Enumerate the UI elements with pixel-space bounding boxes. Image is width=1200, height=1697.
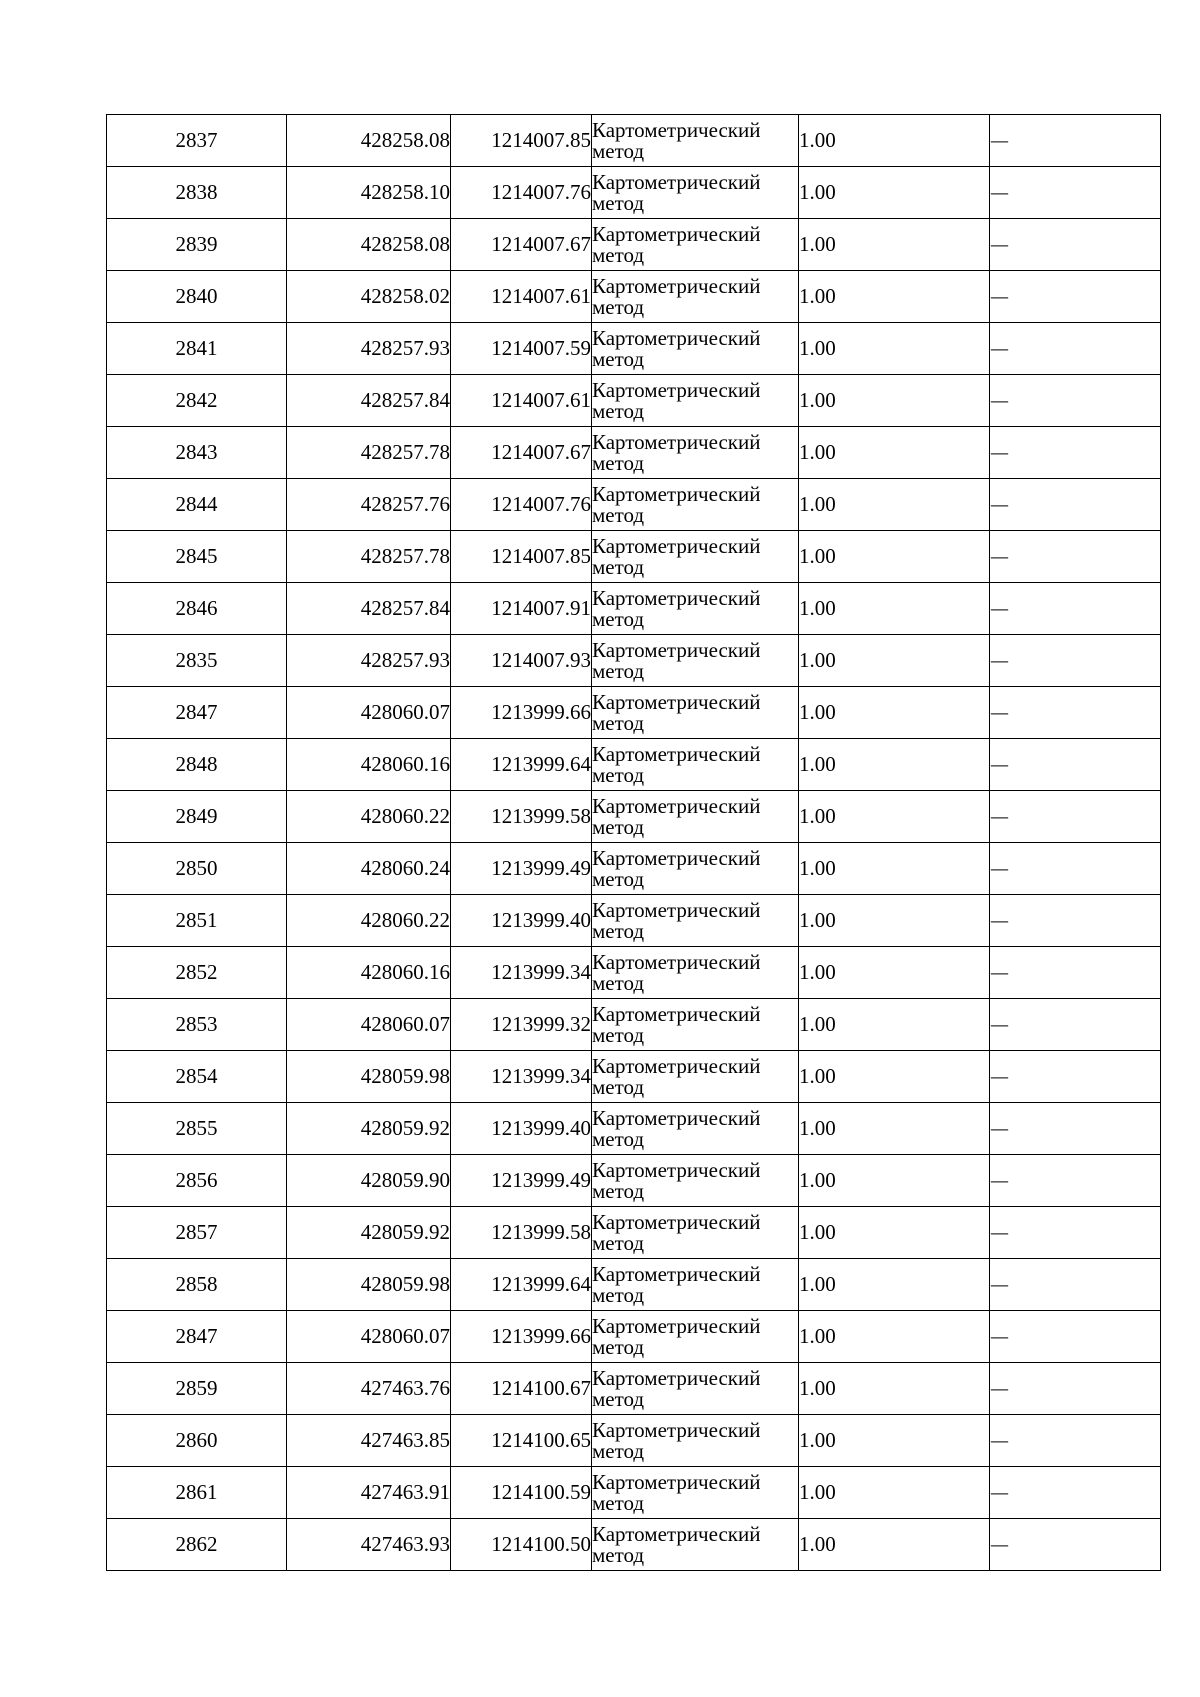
- accuracy-cell: 1.00: [799, 947, 990, 999]
- accuracy-cell: 1.00: [799, 1259, 990, 1311]
- accuracy-cell: 1.00: [799, 323, 990, 375]
- description-cell: [990, 219, 1161, 271]
- y-coordinate-cell: 1214007.61: [451, 271, 592, 323]
- dash-mark: —: [990, 234, 1009, 256]
- description-cell: [990, 271, 1161, 323]
- method-cell: Картометрический метод: [592, 1155, 799, 1207]
- dash-mark: —: [990, 1378, 1009, 1400]
- point-number-cell: 2847: [107, 1311, 287, 1363]
- method-cell: Картометрический метод: [592, 1519, 799, 1571]
- table-row: [107, 1415, 1161, 1467]
- method-cell: Картометрический метод: [592, 739, 799, 791]
- y-coordinate-cell: 1214007.59: [451, 323, 592, 375]
- x-coordinate-cell: 428257.78: [287, 427, 451, 479]
- y-coordinate-cell: 1213999.49: [451, 843, 592, 895]
- point-number-cell: 2853: [107, 999, 287, 1051]
- point-number-cell: 2856: [107, 1155, 287, 1207]
- description-cell: [990, 167, 1161, 219]
- x-coordinate-cell: 428257.78: [287, 531, 451, 583]
- accuracy-cell: 1.00: [799, 1363, 990, 1415]
- dash-mark: —: [990, 598, 1009, 620]
- dash-mark: —: [990, 286, 1009, 308]
- point-number-cell: 2861: [107, 1467, 287, 1519]
- y-coordinate-cell: 1214007.76: [451, 479, 592, 531]
- point-number-cell: 2858: [107, 1259, 287, 1311]
- y-coordinate-cell: 1213999.32: [451, 999, 592, 1051]
- accuracy-cell: 1.00: [799, 791, 990, 843]
- coordinates-table: [106, 114, 1161, 1571]
- dash-mark: —: [990, 806, 1009, 828]
- accuracy-cell: 1.00: [799, 583, 990, 635]
- point-number-cell: 2841: [107, 323, 287, 375]
- point-number-cell: 2857: [107, 1207, 287, 1259]
- table-row: [107, 1519, 1161, 1571]
- accuracy-cell: 1.00: [799, 1155, 990, 1207]
- table-row: [107, 115, 1161, 167]
- accuracy-cell: 1.00: [799, 739, 990, 791]
- y-coordinate-cell: 1213999.49: [451, 1155, 592, 1207]
- accuracy-cell: 1.00: [799, 1103, 990, 1155]
- x-coordinate-cell: 428059.98: [287, 1051, 451, 1103]
- x-coordinate-cell: 428060.07: [287, 687, 451, 739]
- table-row: [107, 479, 1161, 531]
- description-cell: [990, 843, 1161, 895]
- x-coordinate-cell: 428060.22: [287, 895, 451, 947]
- dash-mark: —: [990, 1014, 1009, 1036]
- description-cell: [990, 1155, 1161, 1207]
- y-coordinate-cell: 1214007.85: [451, 531, 592, 583]
- point-number-cell: 2844: [107, 479, 287, 531]
- x-coordinate-cell: 427463.93: [287, 1519, 451, 1571]
- description-cell: [990, 895, 1161, 947]
- dash-mark: —: [990, 910, 1009, 932]
- table-row: [107, 323, 1161, 375]
- dash-mark: —: [990, 130, 1009, 152]
- dash-mark: —: [990, 754, 1009, 776]
- table-row: [107, 739, 1161, 791]
- accuracy-cell: 1.00: [799, 895, 990, 947]
- table-row: [107, 1467, 1161, 1519]
- x-coordinate-cell: 427463.91: [287, 1467, 451, 1519]
- description-cell: [990, 479, 1161, 531]
- table-row: [107, 1051, 1161, 1103]
- table-row: [107, 687, 1161, 739]
- table-row: [107, 999, 1161, 1051]
- method-cell: Картометрический метод: [592, 1415, 799, 1467]
- description-cell: [990, 1051, 1161, 1103]
- x-coordinate-cell: 428060.07: [287, 999, 451, 1051]
- accuracy-cell: 1.00: [799, 1519, 990, 1571]
- x-coordinate-cell: 427463.85: [287, 1415, 451, 1467]
- method-cell: Картометрический метод: [592, 167, 799, 219]
- y-coordinate-cell: 1213999.58: [451, 791, 592, 843]
- y-coordinate-cell: 1213999.40: [451, 895, 592, 947]
- point-number-cell: 2862: [107, 1519, 287, 1571]
- dash-mark: —: [990, 1326, 1009, 1348]
- dash-mark: —: [990, 546, 1009, 568]
- x-coordinate-cell: 428060.22: [287, 791, 451, 843]
- table-row: [107, 531, 1161, 583]
- y-coordinate-cell: 1214007.91: [451, 583, 592, 635]
- description-cell: [990, 115, 1161, 167]
- accuracy-cell: 1.00: [799, 1415, 990, 1467]
- dash-mark: —: [990, 494, 1009, 516]
- point-number-cell: 2854: [107, 1051, 287, 1103]
- point-number-cell: 2842: [107, 375, 287, 427]
- point-number-cell: 2837: [107, 115, 287, 167]
- dash-mark: —: [990, 338, 1009, 360]
- y-coordinate-cell: 1213999.64: [451, 739, 592, 791]
- description-cell: [990, 739, 1161, 791]
- description-cell: [990, 375, 1161, 427]
- point-number-cell: 2840: [107, 271, 287, 323]
- point-number-cell: 2859: [107, 1363, 287, 1415]
- point-number-cell: 2850: [107, 843, 287, 895]
- x-coordinate-cell: 428257.93: [287, 323, 451, 375]
- accuracy-cell: 1.00: [799, 1467, 990, 1519]
- method-cell: Картометрический метод: [592, 1363, 799, 1415]
- y-coordinate-cell: 1213999.66: [451, 687, 592, 739]
- method-cell: Картометрический метод: [592, 115, 799, 167]
- table-row: [107, 427, 1161, 479]
- point-number-cell: 2839: [107, 219, 287, 271]
- y-coordinate-cell: 1214007.67: [451, 427, 592, 479]
- dash-mark: —: [990, 962, 1009, 984]
- y-coordinate-cell: 1213999.40: [451, 1103, 592, 1155]
- accuracy-cell: 1.00: [799, 427, 990, 479]
- method-cell: Картометрический метод: [592, 1207, 799, 1259]
- x-coordinate-cell: 428059.92: [287, 1207, 451, 1259]
- table-row: [107, 791, 1161, 843]
- y-coordinate-cell: 1214100.67: [451, 1363, 592, 1415]
- point-number-cell: 2851: [107, 895, 287, 947]
- point-number-cell: 2838: [107, 167, 287, 219]
- description-cell: [990, 427, 1161, 479]
- table-row: [107, 1103, 1161, 1155]
- dash-mark: —: [990, 1482, 1009, 1504]
- point-number-cell: 2855: [107, 1103, 287, 1155]
- x-coordinate-cell: 428059.90: [287, 1155, 451, 1207]
- table-row: [107, 635, 1161, 687]
- dash-mark: —: [990, 1118, 1009, 1140]
- x-coordinate-cell: 428060.16: [287, 947, 451, 999]
- method-cell: Картометрический метод: [592, 323, 799, 375]
- accuracy-cell: 1.00: [799, 531, 990, 583]
- x-coordinate-cell: 428257.84: [287, 375, 451, 427]
- method-cell: Картометрический метод: [592, 687, 799, 739]
- description-cell: [990, 583, 1161, 635]
- method-cell: Картометрический метод: [592, 583, 799, 635]
- method-cell: Картометрический метод: [592, 1259, 799, 1311]
- dash-mark: —: [990, 1170, 1009, 1192]
- method-cell: Картометрический метод: [592, 635, 799, 687]
- description-cell: [990, 947, 1161, 999]
- y-coordinate-cell: 1214007.76: [451, 167, 592, 219]
- dash-mark: —: [990, 1430, 1009, 1452]
- description-cell: [990, 1363, 1161, 1415]
- point-number-cell: 2843: [107, 427, 287, 479]
- point-number-cell: 2845: [107, 531, 287, 583]
- y-coordinate-cell: 1214007.93: [451, 635, 592, 687]
- x-coordinate-cell: 428258.08: [287, 115, 451, 167]
- method-cell: Картометрический метод: [592, 1467, 799, 1519]
- dash-mark: —: [990, 858, 1009, 880]
- table-row: [107, 1311, 1161, 1363]
- x-coordinate-cell: 428258.02: [287, 271, 451, 323]
- description-cell: [990, 1207, 1161, 1259]
- method-cell: Картометрический метод: [592, 843, 799, 895]
- y-coordinate-cell: 1214007.67: [451, 219, 592, 271]
- y-coordinate-cell: 1213999.34: [451, 1051, 592, 1103]
- dash-mark: —: [990, 1222, 1009, 1244]
- point-number-cell: 2848: [107, 739, 287, 791]
- x-coordinate-cell: 428060.07: [287, 1311, 451, 1363]
- description-cell: [990, 1259, 1161, 1311]
- method-cell: Картометрический метод: [592, 895, 799, 947]
- accuracy-cell: 1.00: [799, 1207, 990, 1259]
- y-coordinate-cell: 1214007.61: [451, 375, 592, 427]
- description-cell: [990, 531, 1161, 583]
- x-coordinate-cell: 428258.10: [287, 167, 451, 219]
- description-cell: [990, 635, 1161, 687]
- method-cell: Картометрический метод: [592, 999, 799, 1051]
- table-row: [107, 1363, 1161, 1415]
- x-coordinate-cell: 428059.92: [287, 1103, 451, 1155]
- accuracy-cell: 1.00: [799, 479, 990, 531]
- table-row: [107, 947, 1161, 999]
- dash-mark: —: [990, 1534, 1009, 1556]
- description-cell: [990, 1519, 1161, 1571]
- accuracy-cell: 1.00: [799, 1051, 990, 1103]
- x-coordinate-cell: 428258.08: [287, 219, 451, 271]
- method-cell: Картометрический метод: [592, 791, 799, 843]
- y-coordinate-cell: 1213999.64: [451, 1259, 592, 1311]
- description-cell: [990, 791, 1161, 843]
- table-row: [107, 1259, 1161, 1311]
- description-cell: [990, 1103, 1161, 1155]
- description-cell: [990, 999, 1161, 1051]
- dash-mark: —: [990, 442, 1009, 464]
- point-number-cell: 2852: [107, 947, 287, 999]
- method-cell: Картометрический метод: [592, 271, 799, 323]
- dash-mark: —: [990, 390, 1009, 412]
- accuracy-cell: 1.00: [799, 167, 990, 219]
- table-body: [107, 115, 1161, 1571]
- accuracy-cell: 1.00: [799, 1311, 990, 1363]
- method-cell: Картометрический метод: [592, 375, 799, 427]
- accuracy-cell: 1.00: [799, 687, 990, 739]
- table-row: [107, 895, 1161, 947]
- table-row: [107, 583, 1161, 635]
- table-row: [107, 1155, 1161, 1207]
- method-cell: Картометрический метод: [592, 1051, 799, 1103]
- y-coordinate-cell: 1214007.85: [451, 115, 592, 167]
- x-coordinate-cell: 428257.76: [287, 479, 451, 531]
- x-coordinate-cell: 427463.76: [287, 1363, 451, 1415]
- description-cell: [990, 1415, 1161, 1467]
- method-cell: Картометрический метод: [592, 1103, 799, 1155]
- accuracy-cell: 1.00: [799, 219, 990, 271]
- table-row: [107, 1207, 1161, 1259]
- x-coordinate-cell: 428060.24: [287, 843, 451, 895]
- method-cell: Картометрический метод: [592, 947, 799, 999]
- table-row: [107, 219, 1161, 271]
- method-cell: Картометрический метод: [592, 427, 799, 479]
- y-coordinate-cell: 1213999.66: [451, 1311, 592, 1363]
- dash-mark: —: [990, 702, 1009, 724]
- accuracy-cell: 1.00: [799, 115, 990, 167]
- description-cell: [990, 323, 1161, 375]
- accuracy-cell: 1.00: [799, 843, 990, 895]
- accuracy-cell: 1.00: [799, 999, 990, 1051]
- table-row: [107, 271, 1161, 323]
- dash-mark: —: [990, 182, 1009, 204]
- table-row: [107, 843, 1161, 895]
- accuracy-cell: 1.00: [799, 271, 990, 323]
- point-number-cell: 2847: [107, 687, 287, 739]
- y-coordinate-cell: 1214100.65: [451, 1415, 592, 1467]
- accuracy-cell: 1.00: [799, 375, 990, 427]
- table-row: [107, 375, 1161, 427]
- point-number-cell: 2835: [107, 635, 287, 687]
- description-cell: [990, 1311, 1161, 1363]
- point-number-cell: 2849: [107, 791, 287, 843]
- accuracy-cell: 1.00: [799, 635, 990, 687]
- dash-mark: —: [990, 1274, 1009, 1296]
- x-coordinate-cell: 428257.84: [287, 583, 451, 635]
- y-coordinate-cell: 1213999.34: [451, 947, 592, 999]
- dash-mark: —: [990, 650, 1009, 672]
- table-row: [107, 167, 1161, 219]
- y-coordinate-cell: 1214100.50: [451, 1519, 592, 1571]
- method-cell: Картометрический метод: [592, 479, 799, 531]
- description-cell: [990, 1467, 1161, 1519]
- x-coordinate-cell: 428060.16: [287, 739, 451, 791]
- description-cell: [990, 687, 1161, 739]
- method-cell: Картометрический метод: [592, 1311, 799, 1363]
- x-coordinate-cell: 428059.98: [287, 1259, 451, 1311]
- point-number-cell: 2846: [107, 583, 287, 635]
- dash-mark: —: [990, 1066, 1009, 1088]
- x-coordinate-cell: 428257.93: [287, 635, 451, 687]
- method-cell: Картометрический метод: [592, 531, 799, 583]
- point-number-cell: 2860: [107, 1415, 287, 1467]
- y-coordinate-cell: 1214100.59: [451, 1467, 592, 1519]
- method-cell: Картометрический метод: [592, 219, 799, 271]
- y-coordinate-cell: 1213999.58: [451, 1207, 592, 1259]
